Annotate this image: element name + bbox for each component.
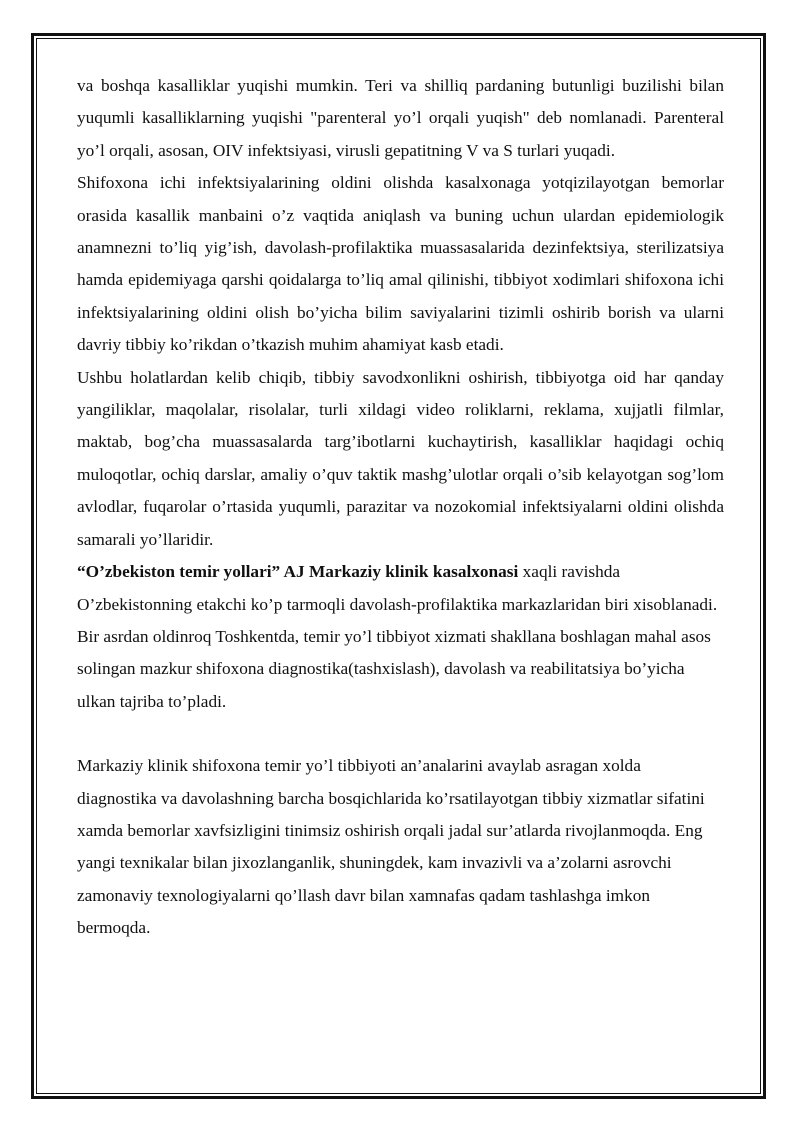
paragraph-gap [77, 718, 724, 750]
document-body [77, 70, 724, 945]
paragraph-hospital-development: Markaziy klinik shifoxona temir yo’l tibbiyoti an’analarini avaylab asragan xolda diagnostika va davolashning barcha bosqichlarida ko’rsatilayotgan tibbiy xizmatlar sifatini xamda bemorlar xavfsizligini tinimsiz oshirish orqali jadal sur’atlarda rivojlanmoqda. Eng yangi texnikalar bilan jixozlanganlik, shuningdek, kam invazivli va a’zolarni asrovchi zamonaviy texnologiyalarni qo’llash davr bilan xamnafas qadam tashlashga imkon bermoqda. [77, 756, 705, 938]
paragraph-infection-prevention: Shifoxona ichi infektsiyalarining oldini olishda kasalxonaga yotqizilayotgan bemorlar orasida kasallik manbaini o’z vaqtida aniqlash va buning uchun ulardan epidemiologik anamnezni to’liq yig’ish, davolash-profilaktika muassasalarida dezinfektsiya, sterilizatsiya hamda epidemiyaga qarshi qoidalarga to’liq amal qilinishi, tibbiyot xodimlari shifoxona ichi infektsiyalarining oldini olish bo’yicha bilim saviyalarini tizimli oshirib borish va ularni davriy tibbiy ko’rikdan o’tkazish muhim ahamiyat kasb etadi. [77, 173, 724, 355]
hospital-intro-text: xaqli ravishda O’zbekistonning etakchi ko’p tarmoqli davolash-profilaktika markazlaridan biri xisoblanadi. Bir asrdan oldinroq Toshkentda, temir yo’l tibbiyot xizmati shakllana boshlagan mahal asos solingan mazkur shifoxona diagnostika(tashxislash), davolash va reabilitatsiya bo’yicha ulkan tajriba to’pladi. [77, 562, 718, 711]
paragraph-health-literacy: Ushbu holatlardan kelib chiqib, tibbiy savodxonlikni oshirish, tibbiyotga oid har qanday yangiliklar, maqolalar, risolalar, turli xildagi video roliklarni, reklama, xujjatli filmlar, maktab, bog’cha muassasalarda targ’ibotlarni kuchaytirish, kasalliklar haqidagi ochiq muloqotlar, ochiq darslar, amaliy o’quv taktik mashg’ulotlar orqali o’sib kelayotgan sog’lom avlodlar, fuqarolar o’rtasida yuqumli, parazitar va nozokomial infektsiyalarni oldini olishda samarali yo’llaridir. [77, 367, 724, 549]
paragraph-parenteral-transmission: va boshqa kasalliklar yuqishi mumkin. Teri va shilliq pardaning butunligi buzilishi bilan yuqumli kasalliklarning yuqishi "parenteral yo’l orqali yuqish" deb nomlanadi. Parenteral yo’l orqali, asosan, OIV infektsiyasi, virusli gepatitning V va S turlari yuqadi. [77, 76, 724, 160]
paragraph-hospital-intro [77, 556, 724, 718]
hospital-name-bold: “O’zbekiston temir yollari” AJ Markaziy klinik kasalxonasi [77, 562, 519, 582]
